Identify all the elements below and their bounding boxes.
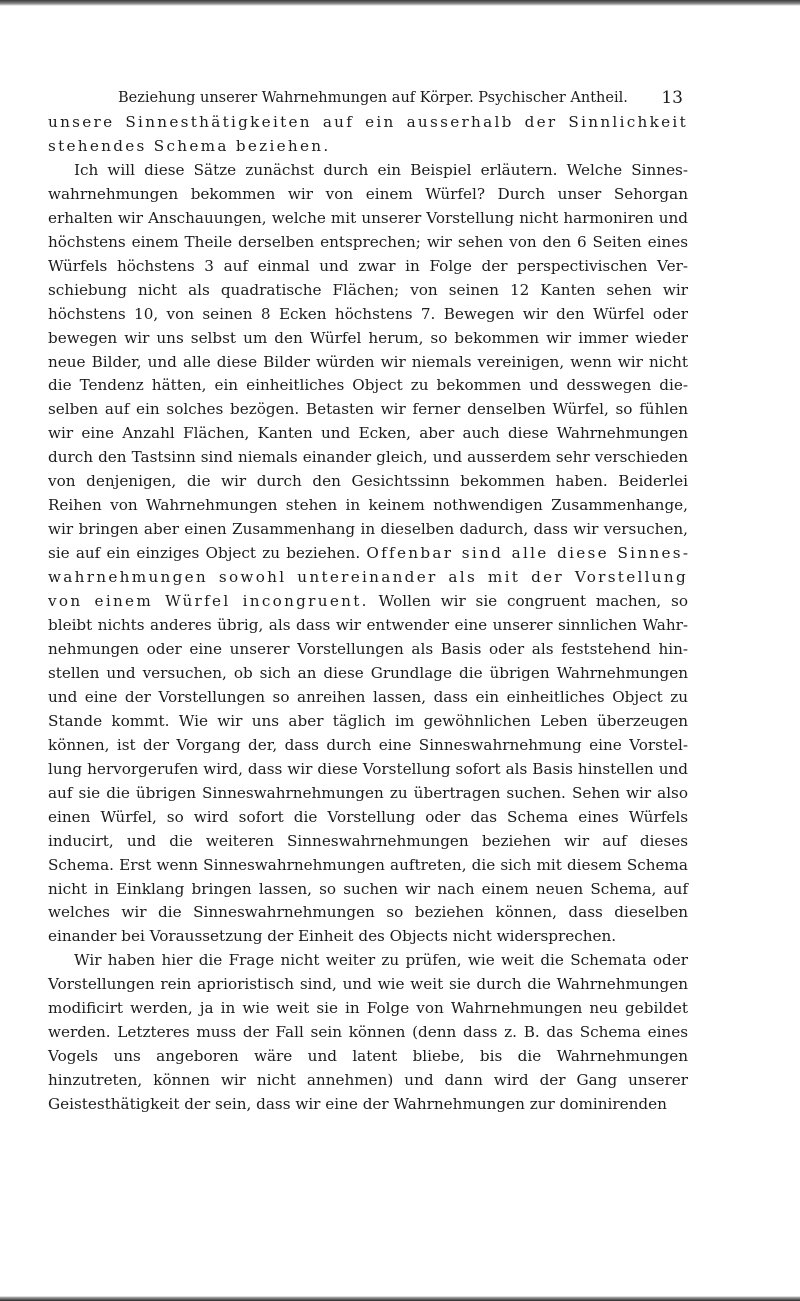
paragraph-text: Wollen wir sie congruent machen, so bleibt nichts anderes übrig, als dass wir entwender eine unserer sinnlichen Wahrnehmungen oder eine unserer Vorstellungen als Basis oder als feststehend hinstellen und versuchen, ob sich an diese Grundlage die übrigen Wahrnehmungen und eine der Vorstellungen so anreihen lassen, dass ein einheitliches Object zu Stande kommt. Wie wir uns aber täglich im gewöhnlichen Leben überzeugen können, ist der Vorgang der, dass durch eine Sinneswahrnehmung eine Vorstellung hervorgerufen wird, dass wir diese Vorstellung sofort als Basis hinstellen und auf sie die übrigen Sinneswahrnehmungen zu übertragen suchen. Sehen wir also einen Würfel, so wird sofort die Vorstellung oder das Schema eines Würfels inducirt, und die weiteren Sinneswahrnehmungen beziehen wir auf dieses Schema. Erst wenn Sinneswahrnehmungen auftreten, die sich mit diesem Schema nicht in Einklang bringen lassen, so suchen wir nach einem neuen Schema, auf welches wir die Sinneswahrnehmungen so beziehen können, dass dieselben einander bei Voraussetzung der Einheit des Objects nicht widersprechen. [48, 592, 688, 946]
paragraph-1 [48, 111, 688, 159]
paragraph-text: Wir haben hier die Frage nicht weiter zu prüfen, wie weit die Schemata oder Vorstellungen rein aprioristisch sind, und wie weit sie durch die Wahrnehmungen modificirt werden, ja in wie weit sie in Folge von Wahrnehmungen neu gebildet werden. Letzteres muss der Fall sein können (denn dass z. B. das Schema eines Vogels uns angeboren wäre und latent bliebe, bis die Wahrnehmungen hinzutreten, können wir nicht annehmen) und dann wird der Gang unserer Geistesthätigkeit der sein, dass wir eine der Wahrnehmungen zur dominirenden [48, 951, 688, 1114]
emphasized-text: Offenbar sind alle diese Sinneswahrnehmungen sowohl untereinander als mit der Vorstellung von einem Würfel incongruent. [48, 544, 688, 611]
body-text [48, 111, 688, 1117]
paragraph-3 [48, 949, 688, 1117]
running-head [118, 86, 683, 110]
emphasized-text: unsere Sinnesthätigkeiten auf ein ausserhalb der Sinnlichkeit stehendes Schema beziehen. [48, 113, 688, 155]
paragraph-2 [48, 159, 688, 949]
paragraph-text: Ich will diese Sätze zunächst durch ein Beispiel erläutern. Welche Sinneswahrnehmungen bekommen wir von einem Würfel? Durch unser Sehorgan erhalten wir Anschauungen, welche mit unserer Vorstellung nicht harmoniren und höchstens einem Theile derselben entsprechen; wir sehen von den 6 Seiten eines Würfels höchstens 3 auf einmal und zwar in Folge der perspectivischen Verschiebung nicht als quadratische Flächen; von seinen 12 Kanten sehen wir höchstens 10, von seinen 8 Ecken höchstens 7. Bewegen wir den Würfel oder bewegen wir uns selbst um den Würfel herum, so bekommen wir immer wieder neue Bilder, und alle diese Bilder würden wir niemals vereinigen, wenn wir nicht die Tendenz hätten, ein einheitliches Object zu bekommen und desswegen dieselben auf ein solches bezögen. Betasten wir ferner denselben Würfel, so fühlen wir eine Anzahl Flächen, Kanten und Ecken, aber auch diese Wahrnehmungen durch den Tastsinn sind niemals einander gleich, und ausserdem sehr verschieden von denjenigen, die wir durch den Gesichtssinn bekommen haben. Beiderlei Reihen von Wahrnehmungen stehen in keinem nothwendigen Zusammenhange, wir bringen aber einen Zusammenhang in dieselben dadurch, dass wir versuchen, sie auf ein einziges Object zu beziehen. [48, 160, 688, 563]
page-bottom-edge [0, 1296, 800, 1301]
page-number: 13 [661, 88, 683, 108]
running-head-title: Beziehung unserer Wahrnehmungen auf Körper. Psychischer Antheil. [118, 90, 628, 106]
